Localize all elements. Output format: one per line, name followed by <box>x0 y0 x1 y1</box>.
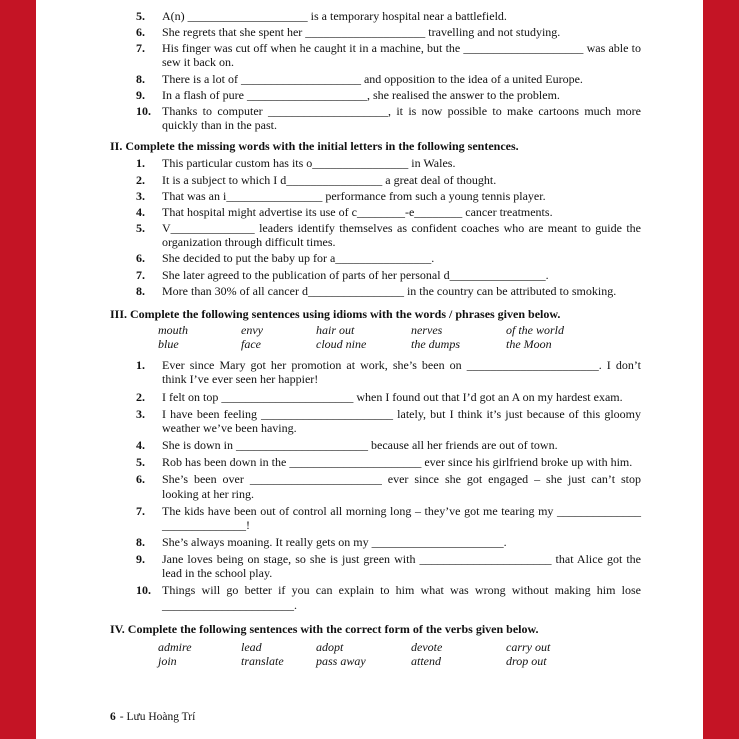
page-number: 6 <box>110 711 116 724</box>
word-bank-row <box>158 654 641 668</box>
exercise-item <box>136 72 641 86</box>
item-text: A(n) ____________________ is a temporary hospital near a battlefield. <box>162 9 507 23</box>
item-text: Jane loves being on stage, so she is just green with ______________________ that Alice got the lead in the school play. <box>162 552 641 581</box>
exercise-item <box>136 221 641 249</box>
bank-word: pass away <box>316 654 366 669</box>
exercise-item <box>136 205 641 219</box>
exercise-item <box>136 535 641 549</box>
bank-word: admire <box>158 639 192 654</box>
section-4-heading: IV. Complete the following sentences with the correct form of the verbs given below. <box>110 621 539 636</box>
item-text: Things will go better if you can explain to him what was wrong without making him lose ______________________. <box>162 583 641 612</box>
word-bank-row <box>158 337 641 351</box>
item-number: 5. <box>136 221 145 236</box>
exercise-item <box>136 504 641 532</box>
bank-word: hair out <box>316 322 355 337</box>
item-text: More than 30% of all cancer d________________ in the country can be attributed to smoking. <box>162 283 617 298</box>
bank-word: devote <box>411 639 443 654</box>
item-text: The kids have been out of control all morning long – they’ve got me tearing my ______________ ______________! <box>162 503 641 532</box>
item-number: 7. <box>136 503 145 518</box>
item-number: 8. <box>136 71 145 86</box>
item-text: Ever since Mary got her promotion at work, she’s been on ______________________. I don’t think I’ve ever seen her happier! <box>162 358 641 387</box>
exercise-item <box>136 284 641 298</box>
word-bank-verbs <box>158 640 641 668</box>
bank-word: nerves <box>411 322 443 337</box>
bank-word: drop out <box>506 654 547 669</box>
footer-author: - Lưu Hoàng Trí <box>119 711 196 724</box>
section-3-items <box>110 358 641 612</box>
item-text: Rob has been down in the ______________________ ever since his girlfriend broke up with him. <box>162 455 633 470</box>
item-text: In a flash of pure ____________________, she realised the answer to the problem. <box>162 87 560 102</box>
bank-word: envy <box>241 322 263 337</box>
word-bank-row <box>158 323 641 337</box>
bank-word: carry out <box>506 639 551 654</box>
exercise-item <box>136 358 641 386</box>
item-number: 5. <box>136 455 145 470</box>
bank-word: lead <box>241 639 262 654</box>
item-number: 2. <box>136 172 145 187</box>
bank-word: mouth <box>158 322 188 337</box>
item-text: V______________ leaders identify themselves as confident coaches who are meant to guide the organization through difficult times. <box>162 221 641 250</box>
item-text: I have been feeling ______________________ lately, but I think it’s just because of this gloomy weather we’ve been having. <box>162 406 641 435</box>
page-footer <box>110 711 195 725</box>
item-text: She is down in ______________________ because all her friends are out of town. <box>162 438 558 453</box>
item-number: 3. <box>136 188 145 203</box>
item-number: 8. <box>136 535 145 549</box>
bank-word: the dumps <box>411 337 460 352</box>
item-number: 6. <box>136 25 145 40</box>
item-number: 3. <box>136 406 145 421</box>
word-bank-idioms <box>158 323 641 351</box>
item-text: She regrets that she spent her ____________________ travelling and not studying. <box>162 25 561 40</box>
item-number: 9. <box>136 87 145 102</box>
exercise-item <box>136 156 641 170</box>
section-3-heading: III. Complete the following sentences using idioms with the words / phrases given below. <box>110 306 561 321</box>
exercise-item <box>136 9 641 23</box>
section-2-items <box>110 156 641 297</box>
exercise-item <box>136 407 641 435</box>
item-number: 1. <box>136 156 145 171</box>
item-number: 10. <box>136 583 151 598</box>
bank-word: cloud nine <box>316 337 367 352</box>
exercise-item <box>136 41 641 69</box>
exercise-item <box>136 251 641 265</box>
page-edge-right <box>703 0 739 739</box>
item-number: 8. <box>136 283 145 298</box>
exercise-item <box>136 104 641 132</box>
item-number: 6. <box>136 472 145 487</box>
bank-word: blue <box>158 337 179 352</box>
worksheet-page <box>36 0 703 739</box>
item-number: 4. <box>136 438 145 453</box>
exercise-item <box>136 438 641 452</box>
section-1-items <box>110 9 641 132</box>
item-text: She’s always moaning. It really gets on my ______________________. <box>162 535 507 549</box>
item-text: That hospital might advertise its use of c________-e________ cancer treatments. <box>162 204 553 219</box>
item-text: I felt on top ______________________ when I found out that I’d got an A on my hardest exam. <box>162 389 623 404</box>
page-edge-left <box>0 0 36 739</box>
item-text: That was an i________________ performance from such a young tennis player. <box>162 188 546 203</box>
item-text: She’s been over ______________________ ever since she got engaged – she just can’t stop looking at her ring. <box>162 472 641 501</box>
item-number: 10. <box>136 103 151 118</box>
item-number: 1. <box>136 358 145 373</box>
bank-word: face <box>241 337 261 352</box>
item-text: This particular custom has its o________________ in Wales. <box>162 156 456 171</box>
exercise-item <box>136 25 641 39</box>
item-number: 4. <box>136 204 145 219</box>
exercise-item <box>136 189 641 203</box>
exercise-item <box>136 173 641 187</box>
bank-word: translate <box>241 654 284 669</box>
exercise-item <box>136 552 641 580</box>
bank-word: the Moon <box>506 337 552 352</box>
item-number: 7. <box>136 41 145 56</box>
exercise-item <box>136 88 641 102</box>
item-text: She later agreed to the publication of parts of her personal d________________. <box>162 267 549 282</box>
exercise-item <box>136 390 641 404</box>
exercise-item <box>136 455 641 469</box>
item-text: It is a subject to which I d________________ a great deal of thought. <box>162 172 497 187</box>
item-number: 2. <box>136 389 145 404</box>
exercise-item <box>136 583 641 611</box>
item-text: Thanks to computer ____________________, it is now possible to make cartoons much more quickly than in the past. <box>162 103 641 133</box>
item-number: 5. <box>136 9 145 23</box>
exercise-item <box>136 472 641 500</box>
section-2-heading: II. Complete the missing words with the initial letters in the following sentences. <box>110 139 519 154</box>
bank-word: of the world <box>506 322 565 337</box>
word-bank-row <box>158 640 641 654</box>
bank-word: attend <box>411 654 441 669</box>
item-text: His finger was cut off when he caught it in a machine, but the ____________________ was able to sew it back on. <box>162 41 641 70</box>
bank-word: join <box>158 654 177 669</box>
item-text: There is a lot of ____________________ and opposition to the idea of a united Europe. <box>162 71 583 86</box>
item-number: 7. <box>136 267 145 282</box>
bank-word: adopt <box>316 639 344 654</box>
item-text: She decided to put the baby up for a________________. <box>162 251 435 266</box>
item-number: 9. <box>136 552 145 567</box>
item-number: 6. <box>136 251 145 266</box>
exercise-item <box>136 268 641 282</box>
